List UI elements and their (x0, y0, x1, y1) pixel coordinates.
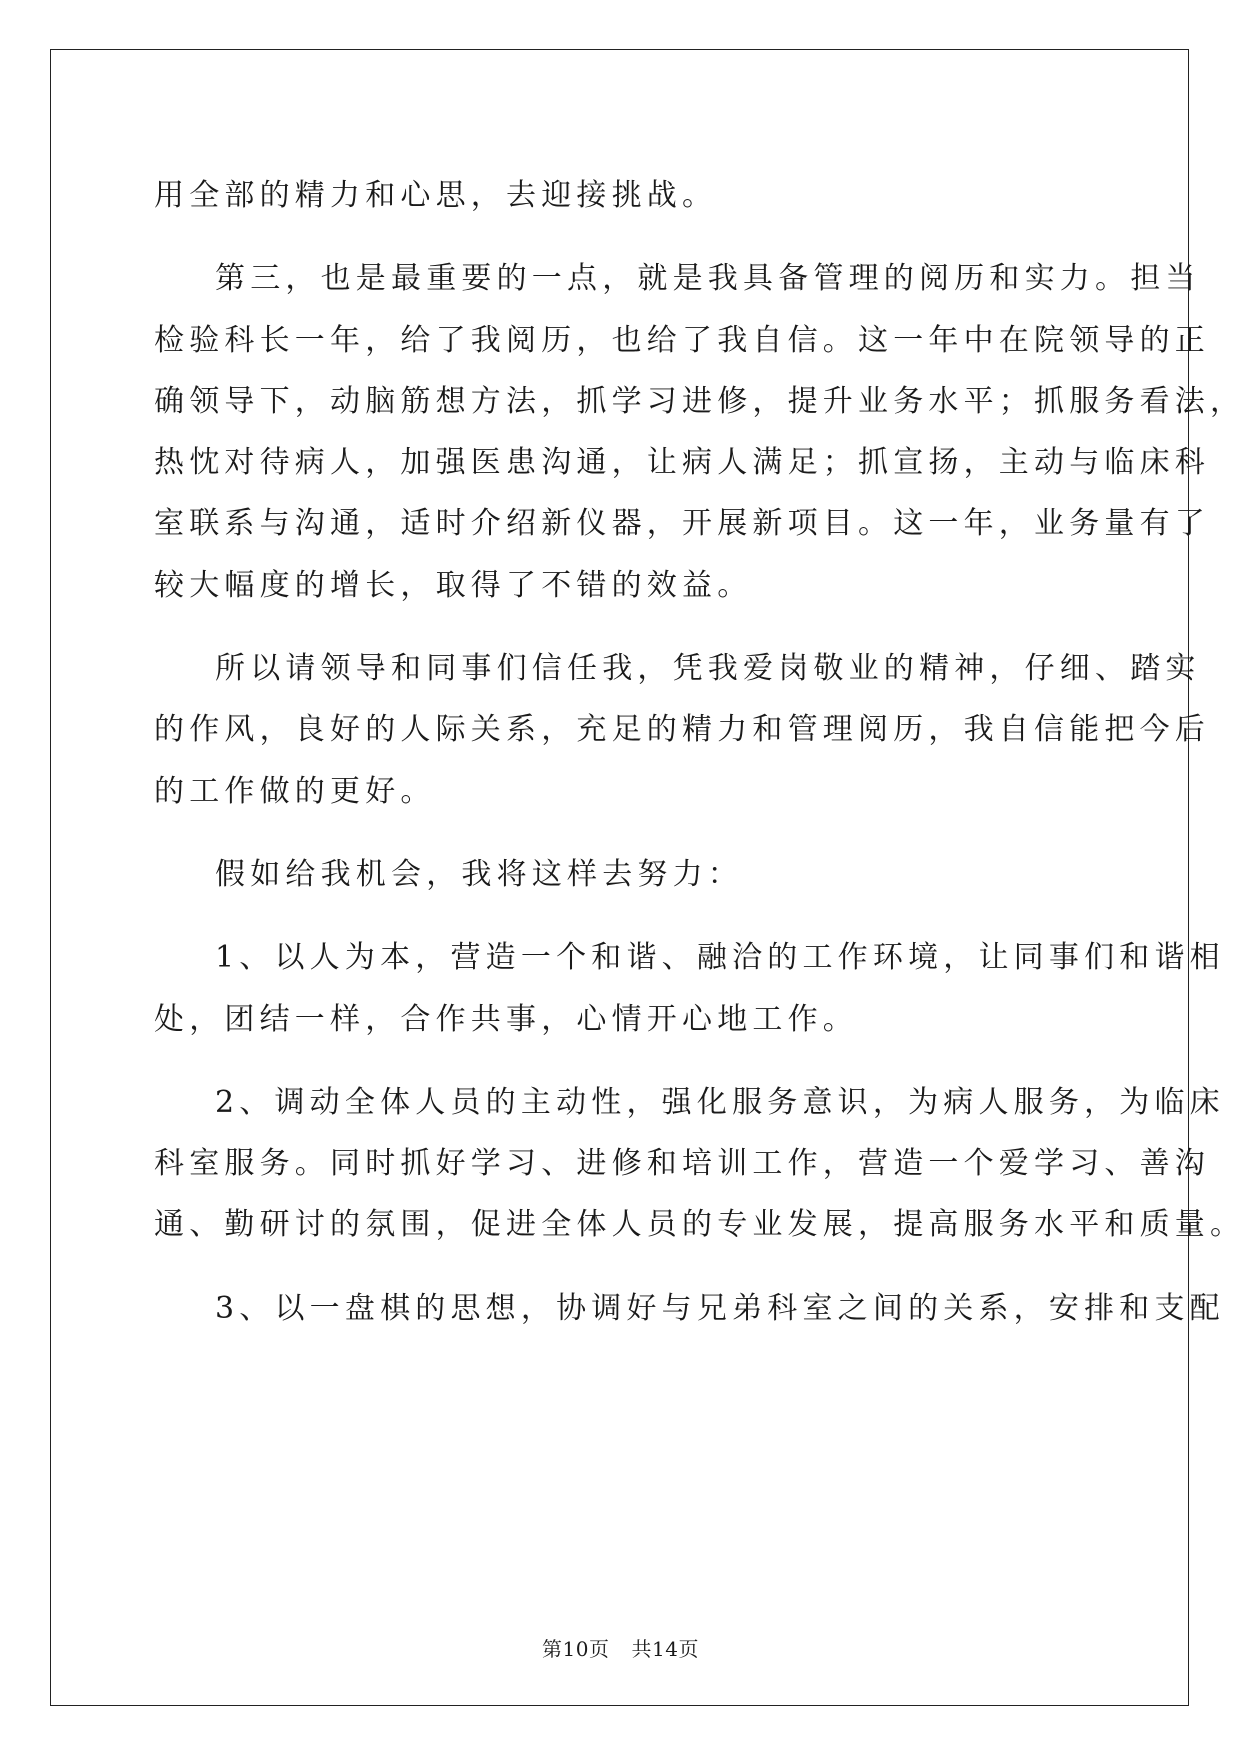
text-line: 3、以一盘棋的思想，协调好与兄弟科室之间的关系，安排和支配 (215, 1290, 1225, 1326)
text-line: 用全部的精力和心思，去迎接挑战。 (154, 178, 718, 213)
paragraph-gap (154, 1256, 1099, 1278)
text-line: 第三，也是最重要的一点，就是我具备管理的阅历和实力。担当 (215, 261, 1201, 297)
paragraph-gap (154, 1050, 1099, 1072)
text-line: 检验科长一年，给了我阅历，也给了我自信。这一年中在院领导的正 (154, 322, 1210, 358)
text-line: 的作风，良好的人际关系，充足的精力和管理阅历，我自信能把今后 (154, 712, 1210, 748)
text-line: 通、勤研讨的氛围，促进全体人员的专业发展，提高服务水平和质量。 (154, 1207, 1245, 1243)
text-line: 科室服务。同时抓好学习、进修和培训工作，营造一个爱学习、善沟 (154, 1146, 1210, 1182)
paragraph-gap (154, 822, 1099, 844)
document-body (154, 165, 1245, 1339)
paragraph-gap (154, 616, 1099, 638)
text-line: 所以请领导和同事们信任我，凭我爱岗敬业的精神，仔细、踏实 (215, 651, 1201, 687)
text-line: 室联系与沟通，适时介绍新仪器，开展新项目。这一年，业务量有了 (154, 506, 1210, 542)
paragraph-gap (154, 905, 1099, 927)
text-line: 确领导下，动脑筋想方法，抓学习进修，提升业务水平；抓服务看法， (154, 383, 1245, 419)
paragraph-gap (154, 226, 1099, 248)
page-number: 第10页 (542, 1637, 610, 1661)
text-line: 2、调动全体人员的主动性，强化服务意识，为病人服务，为临床 (215, 1084, 1225, 1120)
text-line: 较大幅度的增长，取得了不错的效益。 (154, 567, 753, 603)
page-footer (0, 1633, 1241, 1662)
text-line: 处，团结一样，合作共事，心情开心地工作。 (154, 1001, 858, 1037)
page-total: 共14页 (631, 1637, 699, 1661)
text-line: 假如给我机会，我将这样去努力： (215, 856, 743, 892)
text-line: 1、以人为本，营造一个和谐、融洽的工作环境，让同事们和谐相 (215, 940, 1225, 976)
text-line: 的工作做的更好。 (154, 773, 436, 809)
text-line: 热忱对待病人，加强医患沟通，让病人满足；抓宣扬，主动与临床科 (154, 445, 1210, 481)
